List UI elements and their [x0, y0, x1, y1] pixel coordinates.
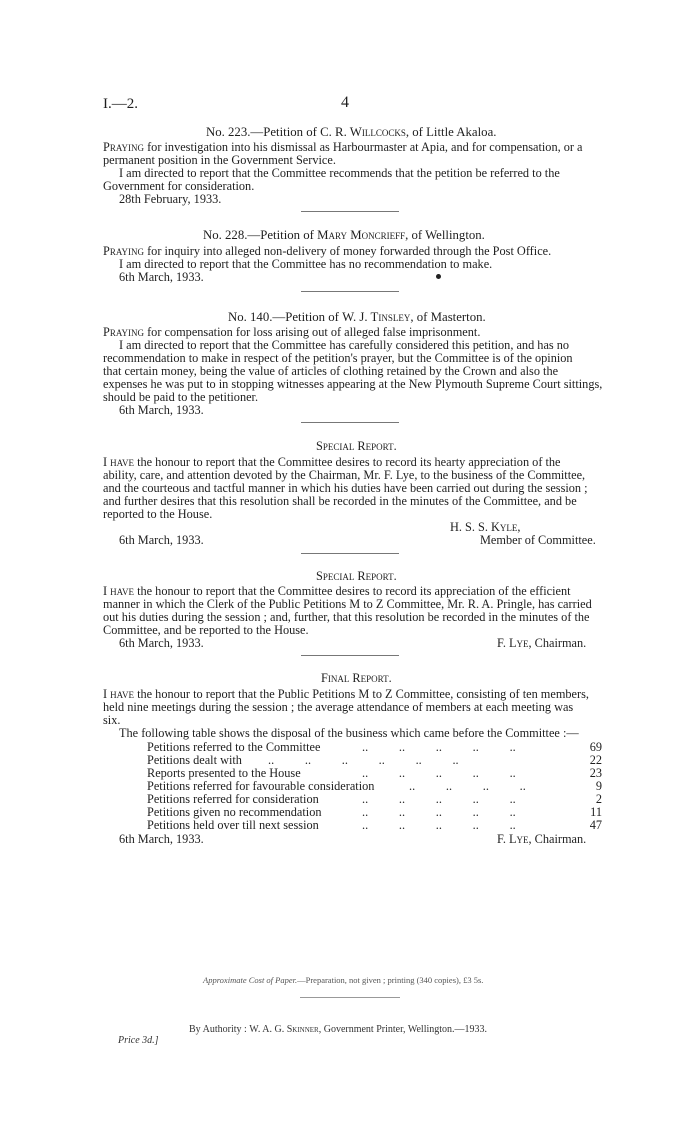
signer-name: F. Lye [497, 636, 529, 650]
section-divider [301, 422, 399, 423]
leader-dots: .. .. .. .. .. [362, 740, 516, 754]
row-label: Petitions referred for consideration [147, 792, 319, 806]
special-report-2-line-4: Committee, and be reported to the House. [103, 623, 309, 637]
prayer-word: Praying [103, 325, 145, 339]
row-value: 22 [589, 753, 602, 767]
authority-suffix: , Government Printer, Wellington.—1933. [318, 1024, 488, 1035]
leader-dots: .. .. .. .. [409, 779, 526, 793]
petition-223-line-2: permanent position in the Government Service. [103, 153, 336, 167]
cost-note [203, 975, 483, 985]
row-label: Reports presented to the House [147, 766, 301, 780]
petition-140-line-3: recommendation to make in respect of the petition's prayer, but the Committee is of the opinion [103, 351, 573, 365]
final-report-line-2: held nine meetings during the session ; the average attendance of members at each meeting was [103, 700, 574, 714]
leader-dots: .. .. .. .. .. .. [268, 753, 459, 767]
row-value: 11 [590, 805, 602, 819]
petitioner-name: W. J. Tinsley [342, 310, 411, 324]
petition-140-heading [228, 311, 486, 324]
heading-prefix: No. 223.—Petition of [206, 125, 321, 139]
petition-223-heading [206, 126, 496, 139]
footer-divider [300, 997, 400, 998]
special-report-2-line-2: manner in which the Clerk of the Public Petitions M to Z Committee, Mr. R. A. Pringle, has carried [103, 597, 592, 611]
heading-suffix: , of Wellington. [405, 228, 485, 242]
line-text: for compensation for loss arising out of alleged false imprisonment. [144, 325, 481, 339]
special-report-heading: Special Report. [316, 439, 397, 453]
signer-role: Member of Committee. [480, 533, 596, 547]
section-divider [301, 291, 399, 292]
special-report-1-line-3: and the courteous and tactful manner in which his duties have been carried out during the session ; [103, 481, 588, 495]
row-label: Petitions dealt with [147, 753, 242, 767]
special-report-1-line-5: reported to the House. [103, 507, 213, 521]
row-label: Petitions held over till next session [147, 818, 319, 832]
line-text: the honour to report that the Public Petitions M to Z Committee, consisting of ten members, [134, 687, 589, 701]
final-report-line-4: The following table shows the disposal of the business which came before the Committee :— [119, 726, 579, 740]
section-divider [301, 553, 399, 554]
authority-prefix: By Authority : [189, 1024, 250, 1035]
petitioner-name: Mary Moncrieff [317, 228, 406, 242]
chairman-signature [497, 833, 586, 846]
row-value: 2 [595, 792, 602, 806]
leader-dots: .. .. .. .. .. [362, 805, 516, 819]
leader-dots: .. .. .. .. .. [362, 792, 516, 806]
petition-223-date: 28th February, 1933. [119, 192, 222, 206]
signer-name: H. S. S. Kyle, [450, 520, 521, 534]
section-divider [301, 655, 399, 656]
row-label: Petitions referred to the Committee [147, 740, 321, 754]
stray-ink-mark [436, 274, 441, 279]
heading-suffix: , of Masterton. [410, 310, 486, 324]
special-report-1-line-4: and further desires that this resolution shall be recorded in the minutes of the Committee, and be [103, 494, 577, 508]
final-report-date: 6th March, 1933. [119, 832, 204, 846]
heading-prefix: No. 228.—Petition of [203, 228, 318, 242]
row-value: 9 [595, 779, 602, 793]
row-value: 47 [589, 818, 602, 832]
petition-140-line-2: I am directed to report that the Committee has carefully considered this petition, and has no [119, 338, 570, 352]
special-report-heading: Special Report. [316, 569, 397, 583]
signer-name: F. Lye [497, 832, 529, 846]
cost-label: Approximate Cost of Paper. [203, 975, 298, 985]
final-report-line-3: six. [103, 713, 121, 727]
row-label: Petitions referred for favourable consideration [147, 779, 375, 793]
row-value: 69 [589, 740, 602, 754]
special-report-2-date: 6th March, 1933. [119, 636, 204, 650]
chairman-signature [497, 637, 586, 650]
petition-228-date: 6th March, 1933. [119, 270, 204, 284]
section-divider [301, 211, 399, 212]
special-report-1-date: 6th March, 1933. [119, 533, 204, 547]
special-report-1-line-2: ability, care, and attention devoted by the Chairman, Mr. F. Lye, to the business of the Committee, [103, 468, 586, 482]
leader-dots: .. .. .. .. .. [362, 766, 516, 780]
signer-role: , Chairman. [528, 636, 587, 650]
petition-223-line-4: Government for consideration. [103, 179, 255, 193]
petitioner-name: C. R. Willcocks [320, 125, 406, 139]
row-label: Petitions given no recommendation [147, 805, 322, 819]
petition-228-heading [203, 229, 485, 242]
petition-140-line-6: should be paid to the petitioner. [103, 390, 259, 404]
petition-228-line-2: I am directed to report that the Committee has no recommendation to make. [119, 257, 493, 271]
signer-role: , Chairman. [528, 832, 587, 846]
leader-dots: .. .. .. .. .. [362, 818, 516, 832]
document-reference: I.—2. [103, 96, 138, 112]
line-text: for inquiry into alleged non-delivery of money forwarded through the Post Office. [144, 244, 552, 258]
petition-223-line-3: I am directed to report that the Committee recommends that the petition be referred to the [119, 166, 560, 180]
cost-text: —Preparation, not given ; printing (340 copies), £3 5s. [297, 975, 484, 985]
row-value: 23 [589, 766, 602, 780]
line-text: the honour to report that the Committee desires to record its hearty appreciation of the [134, 455, 561, 469]
page-number: 4 [341, 94, 349, 111]
first-word: I have [103, 455, 135, 469]
line-text: the honour to report that the Committee desires to record its appreciation of the efficient [134, 584, 571, 598]
prayer-word: Praying [103, 244, 145, 258]
line-text: for investigation into his dismissal as Harbourmaster at Apia, and for compensation, or a [144, 140, 583, 154]
first-word: I have [103, 687, 135, 701]
final-report-heading: Final Report. [321, 671, 392, 685]
petition-140-date: 6th March, 1933. [119, 403, 204, 417]
heading-suffix: , of Little Akaloa. [405, 125, 497, 139]
first-word: I have [103, 584, 135, 598]
petition-140-line-5: expenses he was put to in stopping witnesses appearing at the New Plymouth Supreme Court sittings, [103, 377, 603, 391]
petition-140-line-4: that certain money, being the value of articles of clothing retained by the Crown and also the [103, 364, 559, 378]
printer-name: W. A. G. Skinner [249, 1024, 319, 1035]
heading-prefix: No. 140.—Petition of [228, 310, 343, 324]
authority-line [189, 1024, 487, 1035]
prayer-word: Praying [103, 140, 145, 154]
special-report-2-line-3: out his duties during the session ; and, further, that this resolution be recorded in the minutes of the [103, 610, 590, 624]
price-note: Price 3d.] [118, 1035, 159, 1046]
